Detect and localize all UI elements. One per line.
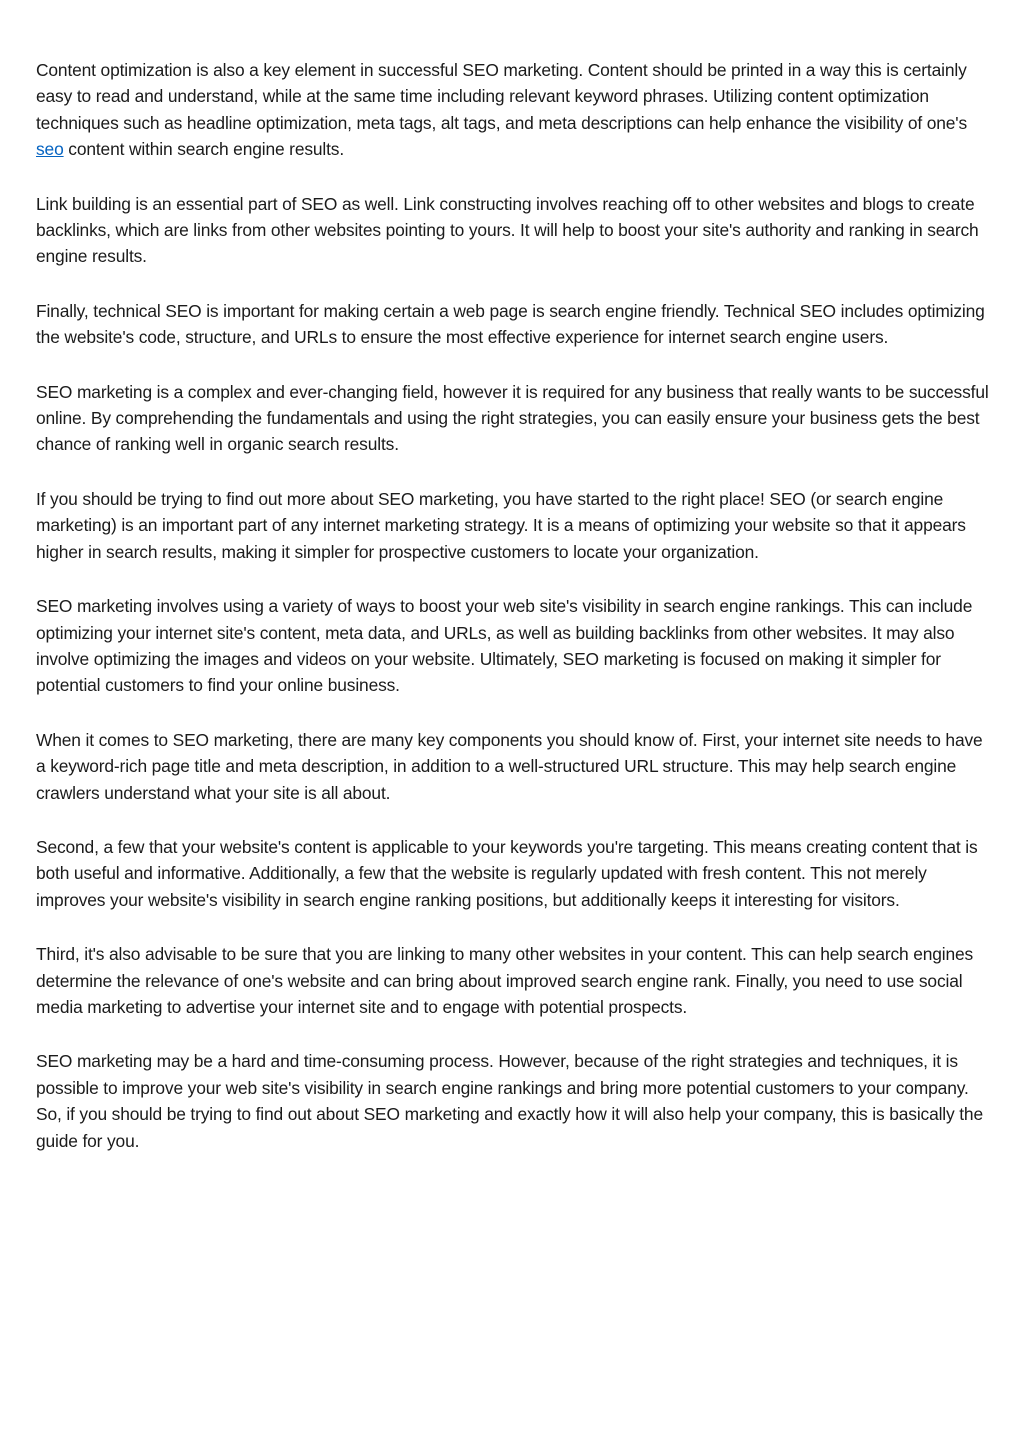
paragraph-complex-field: SEO marketing is a complex and ever-changing field, however it is required for any business that really wants to be successful online. By comprehending the fundamentals and using the right strategies, you can easily ensure your business gets the best chance of ranking well in organic search results. [36,381,989,455]
paragraph-right-place: If you should be trying to find out more about SEO marketing, you have started to the right place! SEO (or search engine marketing) is an important part of any internet marketing strategy. It is a means of optimizing your website so that it appears higher in search results, making it simpler for prospective customers to locate your organization. [36,488,966,562]
paragraph-text: content within search engine results. [63,139,345,160]
document-body [36,57,991,1154]
paragraph-variety-of-ways: SEO marketing involves using a variety of ways to boost your web site's visibility in search engine rankings. This can include optimizing your internet site's content, meta data, and URLs, as well as building backlinks from other websites. It may also involve optimizing the images and videos on your website. Ultimately, SEO marketing is focused on making it simpler for potential customers to find your online business. [36,596,973,696]
paragraph-second-content: Second, a few that your website's content is applicable to your keywords you're targeting. This means creating content that is both useful and informative. Additionally, a few that the website is regularly updated with fresh content. This not merely improves your website's visibility in search engine ranking positions, but additionally keeps it interesting for visitors. [36,836,978,910]
seo-link[interactable]: seo [36,139,64,160]
paragraph-technical-seo: Finally, technical SEO is important for making certain a web page is search engine friendly. Technical SEO includes optimizing the website's code, structure, and URLs to ensure the most effective experience for internet search engine users. [36,300,985,348]
paragraph-text: Content optimization is also a key element in successful SEO marketing. Content should be printed in a way this is certainly easy to read and understand, while at the same time including relevant keyword phrases. Utilizing content optimization techniques such as headline optimization, meta tags, alt tags, and meta descriptions can help enhance the visibility of one's [36,60,967,133]
paragraph-conclusion: SEO marketing may be a hard and time-consuming process. However, because of the right strategies and techniques, it is possible to improve your web site's visibility in search engine rankings and bring more potential customers to your company. So, if you should be trying to find out about SEO marketing and exactly how it will also help your company, this is basically the guide for you. [36,1051,983,1151]
paragraph-link-building: Link building is an essential part of SEO as well. Link constructing involves reaching off to other websites and blogs to create backlinks, which are links from other websites pointing to yours. It will help to boost your site's authority and ranking in search engine results. [36,193,979,267]
paragraph-content-optimization [36,57,991,163]
paragraph-key-components: When it comes to SEO marketing, there are many key components you should know of. First, your internet site needs to have a keyword-rich page title and meta description, in addition to a well-structured URL structure. This may help search engine crawlers understand what your site is all about. [36,729,983,803]
paragraph-third-linking: Third, it's also advisable to be sure that you are linking to many other websites in your content. This can help search engines determine the relevance of one's website and can bring about improved search engine rank. Finally, you need to use social media marketing to advertise your internet site and to engage with potential prospects. [36,944,974,1017]
